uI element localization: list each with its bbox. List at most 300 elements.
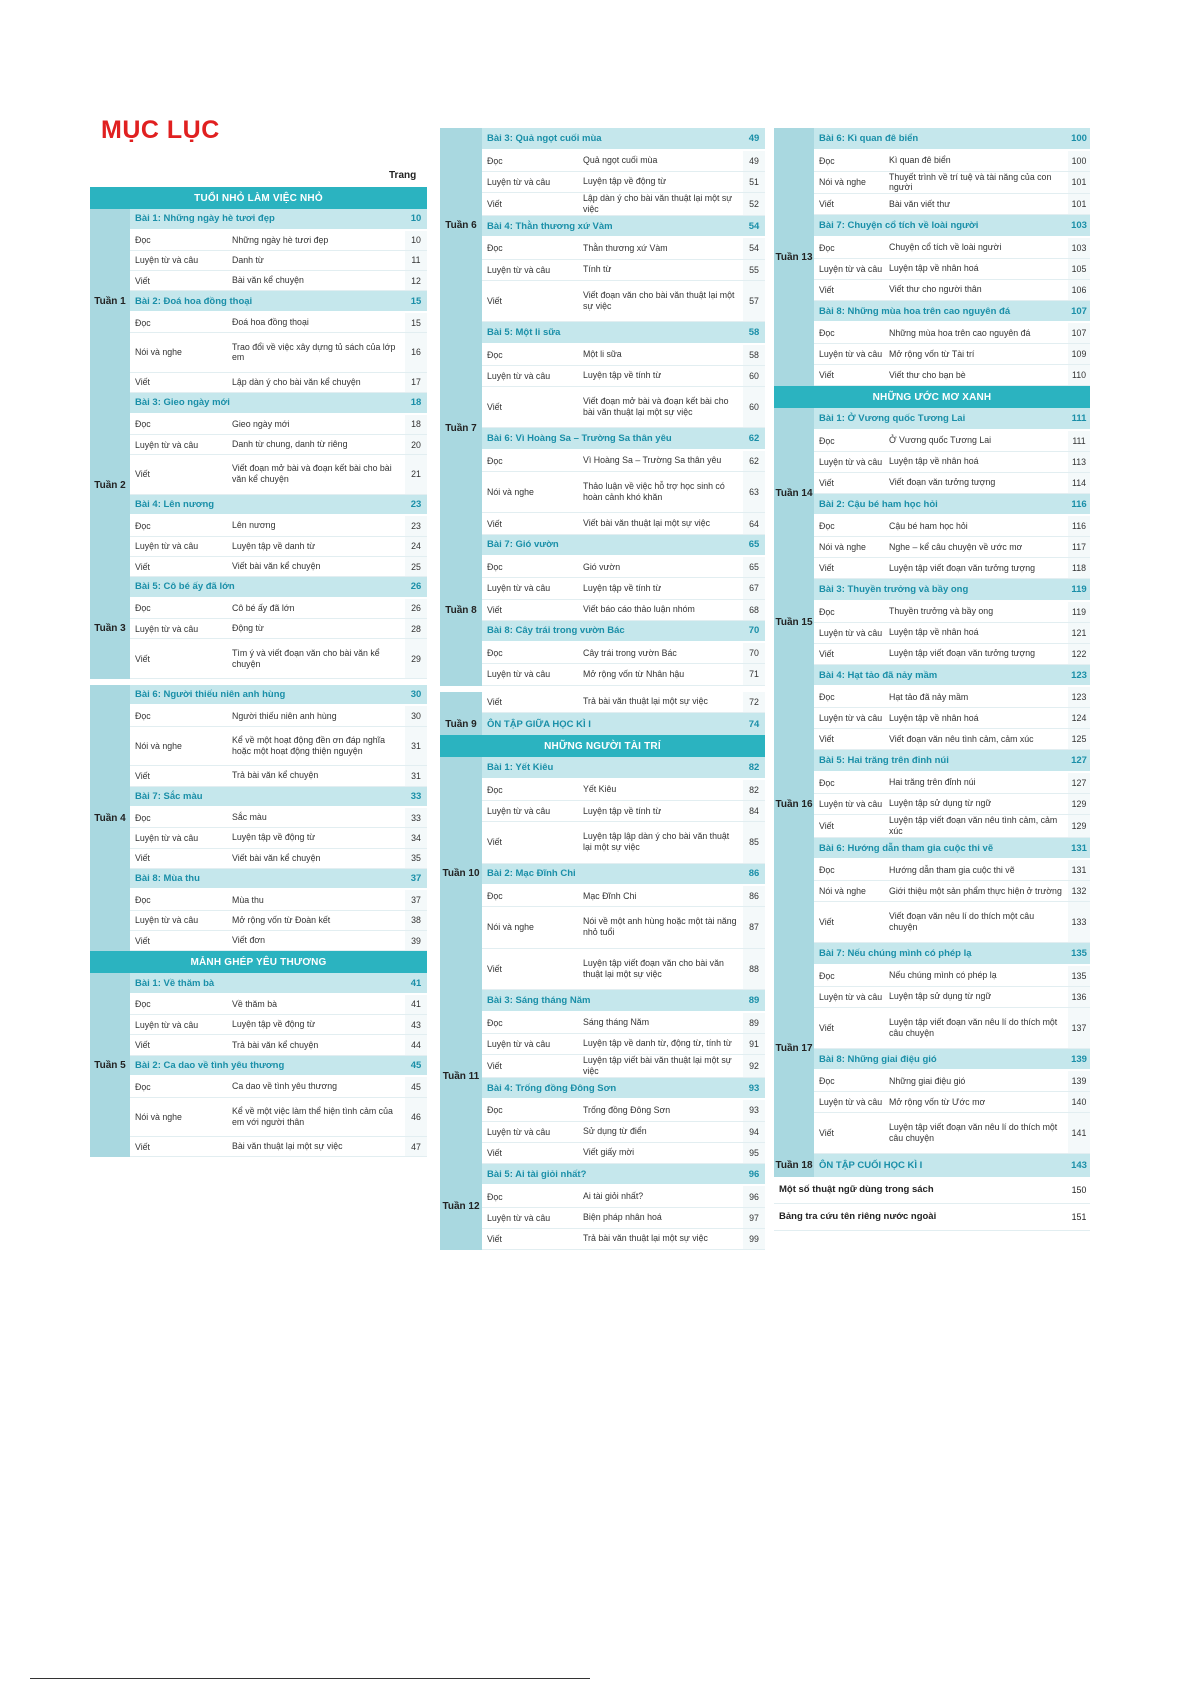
lesson-header[interactable]: [130, 973, 427, 995]
lesson-header[interactable]: [482, 757, 765, 780]
lesson-header[interactable]: [482, 535, 765, 558]
appendix-entry[interactable]: [774, 1177, 1090, 1204]
skill-label: Luyện từ và câu: [819, 263, 883, 274]
page-number: 139: [1068, 1071, 1090, 1091]
toc-row[interactable]: [814, 365, 1090, 386]
page-number: 33: [405, 808, 427, 827]
toc-row[interactable]: [130, 516, 427, 536]
lesson-header[interactable]: [482, 621, 765, 644]
toc-row[interactable]: [130, 251, 427, 271]
lesson-page-number: 49: [748, 132, 760, 144]
lesson-header[interactable]: [482, 864, 765, 887]
lesson-title: Bài 6: Hướng dẫn tham gia cuộc thi vẽ: [819, 842, 994, 854]
lesson-header[interactable]: [482, 990, 765, 1013]
toc-row[interactable]: [482, 907, 765, 948]
row-title: Luyện tập về nhân hoá: [889, 263, 979, 274]
page-number: 96: [743, 1186, 765, 1206]
lesson-title: Bài 3: Gieo ngày mới: [135, 397, 230, 409]
row-title: Gieo ngày mới: [232, 418, 290, 429]
lesson-page-number: 18: [410, 397, 422, 409]
page-column-label: Trang: [389, 170, 417, 181]
toc-row[interactable]: [482, 664, 765, 685]
row-title: Luyện tập viết bài văn thuật lại một sự việc: [583, 1054, 732, 1076]
page-number: 15: [405, 313, 427, 332]
toc-row[interactable]: [482, 238, 765, 259]
toc-row[interactable]: [130, 435, 427, 455]
toc-row[interactable]: [482, 1013, 765, 1034]
toc-row[interactable]: [482, 692, 765, 713]
page-number: 121: [1068, 623, 1090, 643]
skill-label: Viết: [135, 561, 150, 572]
row-title: Viết thư cho bạn bè: [889, 369, 966, 380]
toc-row[interactable]: [814, 860, 1090, 881]
skill-label: Đọc: [487, 1017, 503, 1028]
page-number: 41: [405, 995, 427, 1014]
lesson-header[interactable]: [482, 428, 765, 451]
toc-row[interactable]: [130, 808, 427, 828]
toc-row[interactable]: [130, 231, 427, 251]
row-title: Luyện tập viết đoạn văn tưởng tượng: [889, 648, 1036, 659]
page-number: 114: [1068, 473, 1090, 493]
lesson-title: Bài 2: Mạc Đĩnh Chi: [487, 868, 576, 880]
toc-row[interactable]: [814, 473, 1090, 494]
lesson-title: Bài 2: Ca dao về tình yêu thương: [135, 1059, 285, 1071]
week-group: [90, 209, 427, 393]
page-number: 60: [743, 366, 765, 386]
week-group: [440, 692, 765, 713]
row-title: Luyện tập về tính từ: [583, 370, 662, 381]
toc-row[interactable]: [814, 623, 1090, 644]
lesson-page-number: 70: [748, 625, 760, 637]
review-title: ÔN TẬP CUỐI HỌC KÌ I: [819, 1160, 923, 1172]
row-title: Luyện tập viết đoạn văn nêu lí do thích một câu chuyện: [889, 1122, 1058, 1144]
lesson-title: Bài 5: Cô bé ấy đã lớn: [135, 581, 235, 593]
lesson-header[interactable]: [482, 216, 765, 239]
row-title: Luyện tập về nhân hoá: [889, 456, 979, 467]
page-number: 29: [405, 639, 427, 678]
toc-row[interactable]: [130, 271, 427, 291]
lesson-header[interactable]: [482, 1164, 765, 1187]
lesson-header[interactable]: [814, 494, 1090, 517]
toc-row[interactable]: [814, 172, 1090, 195]
row-title: Đoá hoa đồng thoại: [232, 317, 309, 328]
skill-label: Đọc: [487, 349, 503, 360]
page-number: 92: [743, 1055, 765, 1077]
skill-label: Viết: [487, 1147, 502, 1158]
page-number: 93: [743, 1100, 765, 1120]
toc-row[interactable]: [814, 987, 1090, 1008]
skill-label: Đọc: [135, 419, 151, 430]
toc-row[interactable]: [482, 172, 765, 193]
page-number: 141: [1068, 1113, 1090, 1153]
lesson-header[interactable]: [814, 215, 1090, 238]
lesson-header[interactable]: [130, 1056, 427, 1078]
lesson-page-number: 65: [748, 539, 760, 551]
toc-row[interactable]: [814, 773, 1090, 794]
skill-label: Đọc: [819, 242, 835, 253]
skill-label: Đọc: [487, 891, 503, 902]
skill-label: Đọc: [819, 155, 835, 166]
toc-row[interactable]: [814, 1092, 1090, 1113]
lesson-header[interactable]: [482, 322, 765, 345]
skill-label: Luyện từ và câu: [135, 915, 199, 926]
lesson-page-number: 45: [410, 1059, 422, 1071]
lesson-header[interactable]: [130, 577, 427, 599]
skill-label: Viết: [135, 935, 150, 946]
skill-label: Nói và nghe: [487, 487, 534, 498]
page-number: 34: [405, 828, 427, 847]
toc-row[interactable]: [482, 1122, 765, 1143]
toc-row[interactable]: [814, 1113, 1090, 1154]
lesson-page-number: 135: [1071, 948, 1087, 960]
row-title: Luyện tập về động từ: [583, 176, 667, 187]
lesson-page-number: 100: [1071, 132, 1087, 144]
toc-row[interactable]: [482, 1208, 765, 1229]
page-number: 133: [1068, 902, 1090, 942]
toc-row[interactable]: [130, 931, 427, 951]
lesson-header[interactable]: [814, 838, 1090, 861]
week-lessons: [814, 408, 1090, 579]
week-label: Tuần 6: [440, 128, 482, 322]
lesson-header[interactable]: [814, 750, 1090, 773]
toc-row[interactable]: [482, 345, 765, 366]
row-title: Trả bài văn thuật lại một sự việc: [583, 696, 708, 707]
toc-row[interactable]: [814, 881, 1090, 902]
row-title: Luyện tập về danh từ, động từ, tính từ: [583, 1038, 732, 1049]
page-number: 137: [1068, 1008, 1090, 1048]
page-number: 63: [743, 472, 765, 512]
page-number: 119: [1068, 602, 1090, 622]
lesson-header[interactable]: [130, 291, 427, 313]
lesson-page-number: 58: [748, 326, 760, 338]
toc-row[interactable]: [130, 890, 427, 910]
toc-row[interactable]: [130, 415, 427, 435]
week-group: [90, 973, 427, 1157]
toc-row[interactable]: [482, 1034, 765, 1055]
toc-row[interactable]: [130, 911, 427, 931]
lesson-title: Bài 4: Trống đồng Đông Sơn: [487, 1082, 617, 1094]
toc-row[interactable]: [814, 794, 1090, 815]
toc-row[interactable]: [482, 151, 765, 172]
lesson-header[interactable]: [814, 1049, 1090, 1072]
page-number: 31: [405, 766, 427, 785]
toc-row[interactable]: [482, 557, 765, 578]
toc-row[interactable]: [130, 373, 427, 393]
toc-row[interactable]: [814, 966, 1090, 987]
skill-label: Nói và nghe: [819, 177, 866, 188]
skill-label: Luyện từ và câu: [819, 627, 883, 638]
toc-row[interactable]: [130, 1015, 427, 1035]
skill-label: Viết: [135, 1040, 150, 1051]
page-number: 117: [1068, 537, 1090, 557]
page-number: 101: [1068, 172, 1090, 194]
page-number: 18: [405, 415, 427, 434]
toc-row[interactable]: [482, 600, 765, 621]
lesson-header[interactable]: [130, 787, 427, 809]
lesson-header[interactable]: [814, 943, 1090, 966]
skill-label: Luyện từ và câu: [819, 798, 883, 809]
row-title: Nếu chúng mình có phép lạ: [889, 970, 997, 981]
toc-row[interactable]: [482, 886, 765, 907]
page-number: 17: [405, 373, 427, 392]
skill-label: Luyện từ và câu: [487, 806, 551, 817]
toc-row[interactable]: [814, 1008, 1090, 1049]
toc-row[interactable]: [814, 558, 1090, 579]
toc-row[interactable]: [482, 513, 765, 534]
toc-column-3: [774, 128, 1090, 1231]
review-week-row[interactable]: [774, 1154, 1090, 1177]
toc-row[interactable]: [130, 1035, 427, 1055]
toc-row[interactable]: [482, 281, 765, 322]
skill-label: Viết: [819, 820, 834, 831]
toc-row[interactable]: [814, 238, 1090, 259]
toc-row[interactable]: [482, 1055, 765, 1078]
week-label: Tuần 4: [90, 685, 130, 951]
skill-label: Viết: [487, 518, 502, 529]
toc-row[interactable]: [814, 602, 1090, 623]
skill-label: Đọc: [819, 865, 835, 876]
toc-row[interactable]: [130, 1137, 427, 1157]
week-lessons: [482, 990, 765, 1164]
page-number: 16: [405, 333, 427, 372]
row-title: Sử dụng từ điển: [583, 1126, 647, 1137]
row-title: Thuyền trưởng và bầy ong: [889, 606, 994, 617]
skill-label: Đọc: [819, 606, 835, 617]
toc-row[interactable]: [814, 323, 1090, 344]
toc-row[interactable]: [482, 1186, 765, 1207]
toc-row[interactable]: [814, 687, 1090, 708]
lesson-title: Bài 5: Hai trăng trên đỉnh núi: [819, 755, 949, 767]
toc-row[interactable]: [482, 643, 765, 664]
skill-label: Đọc: [487, 243, 503, 254]
toc-row[interactable]: [814, 1071, 1090, 1092]
lesson-page-number: 127: [1071, 755, 1087, 767]
toc-row[interactable]: [130, 557, 427, 577]
week-lessons: [482, 692, 765, 713]
toc-row[interactable]: [482, 366, 765, 387]
lesson-title: Bài 5: Ai tài giỏi nhất?: [487, 1168, 587, 1180]
toc-row[interactable]: [482, 451, 765, 472]
lesson-header[interactable]: [130, 393, 427, 415]
page-number: 26: [405, 599, 427, 618]
lesson-header[interactable]: [130, 209, 427, 231]
lesson-page-number: 26: [410, 581, 422, 593]
lesson-title: Bài 4: Thằn thương xứ Vàm: [487, 220, 613, 232]
row-title: Trống đồng Đông Sơn: [583, 1104, 671, 1115]
row-title: Thằn thương xứ Vàm: [583, 242, 668, 253]
week-lessons: [814, 665, 1090, 943]
review-title-row: [482, 713, 765, 736]
toc-row[interactable]: [814, 516, 1090, 537]
row-title: Những giai điệu gió: [889, 1075, 966, 1086]
lesson-header[interactable]: [814, 301, 1090, 324]
toc-row[interactable]: [130, 1098, 427, 1138]
page-number: 58: [743, 345, 765, 365]
row-title: Luyện tập lập dàn ý cho bài văn thuật lại một sự việc: [583, 831, 730, 853]
lesson-title: Bài 7: Sắc màu: [135, 790, 203, 802]
toc-row[interactable]: [814, 194, 1090, 215]
toc-row[interactable]: [814, 708, 1090, 729]
toc-row[interactable]: [814, 729, 1090, 750]
toc-row[interactable]: [482, 260, 765, 281]
lesson-header[interactable]: [814, 128, 1090, 151]
review-title: ÔN TẬP GIỮA HỌC KÌ I: [487, 718, 591, 730]
lesson-title: Bài 4: Lên nương: [135, 499, 215, 511]
lesson-page-number: 33: [410, 790, 422, 802]
row-title: Luyện tập viết đoạn văn nêu lí do thích một câu chuyện: [889, 1016, 1058, 1038]
lesson-page-number: 96: [748, 1168, 760, 1180]
skill-label: Luyện từ và câu: [487, 370, 551, 381]
week-label: Tuần 2: [90, 393, 130, 577]
lesson-title: Bài 1: Yết Kiêu: [487, 762, 554, 774]
theme-banner: NHỮNG NGƯỜI TÀI TRÍ: [440, 735, 765, 757]
toc-row[interactable]: [482, 801, 765, 822]
lesson-header[interactable]: [482, 128, 765, 151]
lesson-page-number: 103: [1071, 220, 1087, 232]
toc-row[interactable]: [482, 949, 765, 990]
toc-row[interactable]: [814, 537, 1090, 558]
skill-label: Viết: [819, 284, 834, 295]
toc-row[interactable]: [482, 1143, 765, 1164]
week-lessons: [130, 685, 427, 951]
skill-label: Viết: [819, 199, 834, 210]
toc-row[interactable]: [130, 537, 427, 557]
review-week-row[interactable]: [440, 713, 765, 736]
skill-label: Viết: [487, 837, 502, 848]
page-number: 127: [1068, 773, 1090, 793]
skill-label: Đọc: [819, 692, 835, 703]
row-title: Động từ: [232, 623, 264, 634]
week-group: [774, 579, 1090, 665]
lesson-header[interactable]: [814, 408, 1090, 431]
lesson-header[interactable]: [130, 495, 427, 517]
skill-label: Luyện từ và câu: [487, 1212, 551, 1223]
toc-row[interactable]: [130, 313, 427, 333]
skill-label: Luyện từ và câu: [819, 349, 883, 360]
toc-row[interactable]: [482, 472, 765, 513]
toc-row[interactable]: [130, 619, 427, 639]
toc-row[interactable]: [130, 828, 427, 848]
toc-row[interactable]: [482, 780, 765, 801]
week-group: [774, 408, 1090, 579]
appendix-entry[interactable]: [774, 1204, 1090, 1231]
toc-row[interactable]: [130, 639, 427, 679]
toc-row[interactable]: [814, 431, 1090, 452]
skill-label: Viết: [487, 198, 502, 209]
row-title: Luyện tập sử dụng từ ngữ: [889, 798, 992, 809]
toc-row[interactable]: [130, 766, 427, 786]
lesson-page-number: 82: [748, 762, 760, 774]
skill-label: Đọc: [819, 328, 835, 339]
page-number: 129: [1068, 794, 1090, 814]
page-number: 95: [743, 1143, 765, 1163]
toc-row[interactable]: [814, 280, 1090, 301]
week-group: [440, 757, 765, 990]
lesson-header[interactable]: [814, 579, 1090, 602]
toc-row[interactable]: [482, 822, 765, 863]
toc-row[interactable]: [814, 815, 1090, 838]
row-title: Ai tài giỏi nhất?: [583, 1191, 644, 1201]
row-title: Hai trăng trên đỉnh núi: [889, 777, 976, 788]
skill-label: Đọc: [135, 1081, 151, 1092]
row-title: Thảo luận về việc hỗ trợ học sinh có hoàn cảnh khó khăn: [583, 481, 725, 503]
lesson-header[interactable]: [482, 1078, 765, 1101]
lesson-title: Bài 7: Nếu chúng mình có phép lạ: [819, 948, 972, 960]
review-title-row: [814, 1154, 1090, 1177]
lesson-page-number: 54: [748, 220, 760, 232]
toc-row[interactable]: [482, 1229, 765, 1250]
skill-label: Đọc: [487, 1191, 503, 1202]
page-number: 100: [1068, 151, 1090, 171]
toc-row[interactable]: [814, 344, 1090, 365]
page-number: 12: [405, 271, 427, 290]
lesson-header[interactable]: [130, 869, 427, 891]
skill-label: Đọc: [135, 710, 151, 721]
week-group: [440, 128, 765, 322]
toc-row[interactable]: [130, 455, 427, 495]
toc-row[interactable]: [130, 995, 427, 1015]
week-label: [440, 692, 482, 713]
toc-row[interactable]: [130, 1077, 427, 1097]
toc-row[interactable]: [482, 1100, 765, 1121]
toc-row[interactable]: [814, 151, 1090, 172]
row-title: Viết bài văn kể chuyện: [232, 852, 321, 863]
lesson-header[interactable]: [814, 665, 1090, 688]
toc-row[interactable]: [130, 706, 427, 726]
toc-row[interactable]: [814, 902, 1090, 943]
page-number: 24: [405, 537, 427, 556]
row-title: Yết Kiêu: [583, 784, 617, 795]
toc-row[interactable]: [130, 333, 427, 373]
week-label: Tuần 8: [440, 535, 482, 686]
skill-label: Luyện từ và câu: [135, 255, 199, 266]
page-number: 136: [1068, 987, 1090, 1007]
page-number: 38: [405, 911, 427, 930]
page-number: 87: [743, 907, 765, 947]
week-label: Tuần 1: [90, 209, 130, 393]
row-title: Viết bài văn thuật lại một sự việc: [583, 518, 710, 529]
page-number: 129: [1068, 815, 1090, 837]
toc-row[interactable]: [482, 578, 765, 599]
toc-row[interactable]: [814, 644, 1090, 665]
lesson-page-number: 123: [1071, 669, 1087, 681]
footer-rule: [30, 1678, 590, 1679]
week-label: Tuần 17: [774, 943, 814, 1154]
skill-label: Viết: [819, 1128, 834, 1139]
row-title: Viết đoạn văn nêu lí do thích một câu chuyện: [889, 911, 1035, 933]
week-group: [90, 393, 427, 577]
skill-label: Đọc: [135, 812, 151, 823]
toc-row[interactable]: [130, 849, 427, 869]
toc-row[interactable]: [814, 452, 1090, 473]
toc-row[interactable]: [482, 193, 765, 216]
row-title: Viết đoạn mở bài và đoạn kết bài cho bài văn kể chuyện: [232, 463, 392, 485]
page-number: 60: [743, 387, 765, 427]
row-title: Luyện tập về nhân hoá: [889, 712, 979, 723]
row-title: Sáng tháng Năm: [583, 1017, 650, 1028]
lesson-page-number: 23: [410, 499, 422, 511]
toc-row[interactable]: [130, 727, 427, 767]
row-title: Người thiếu niên anh hùng: [232, 710, 337, 721]
week-group: [90, 685, 427, 951]
toc-row[interactable]: [482, 387, 765, 428]
row-title: Viết đoạn mở bài và đoạn kết bài cho bài văn thuật lại một sự việc: [583, 396, 729, 418]
toc-row[interactable]: [814, 259, 1090, 280]
skill-label: Viết: [819, 1022, 834, 1033]
row-title: Bài văn thuật lại một sự việc: [232, 1141, 343, 1152]
lesson-header[interactable]: [130, 685, 427, 707]
toc-row[interactable]: [130, 599, 427, 619]
